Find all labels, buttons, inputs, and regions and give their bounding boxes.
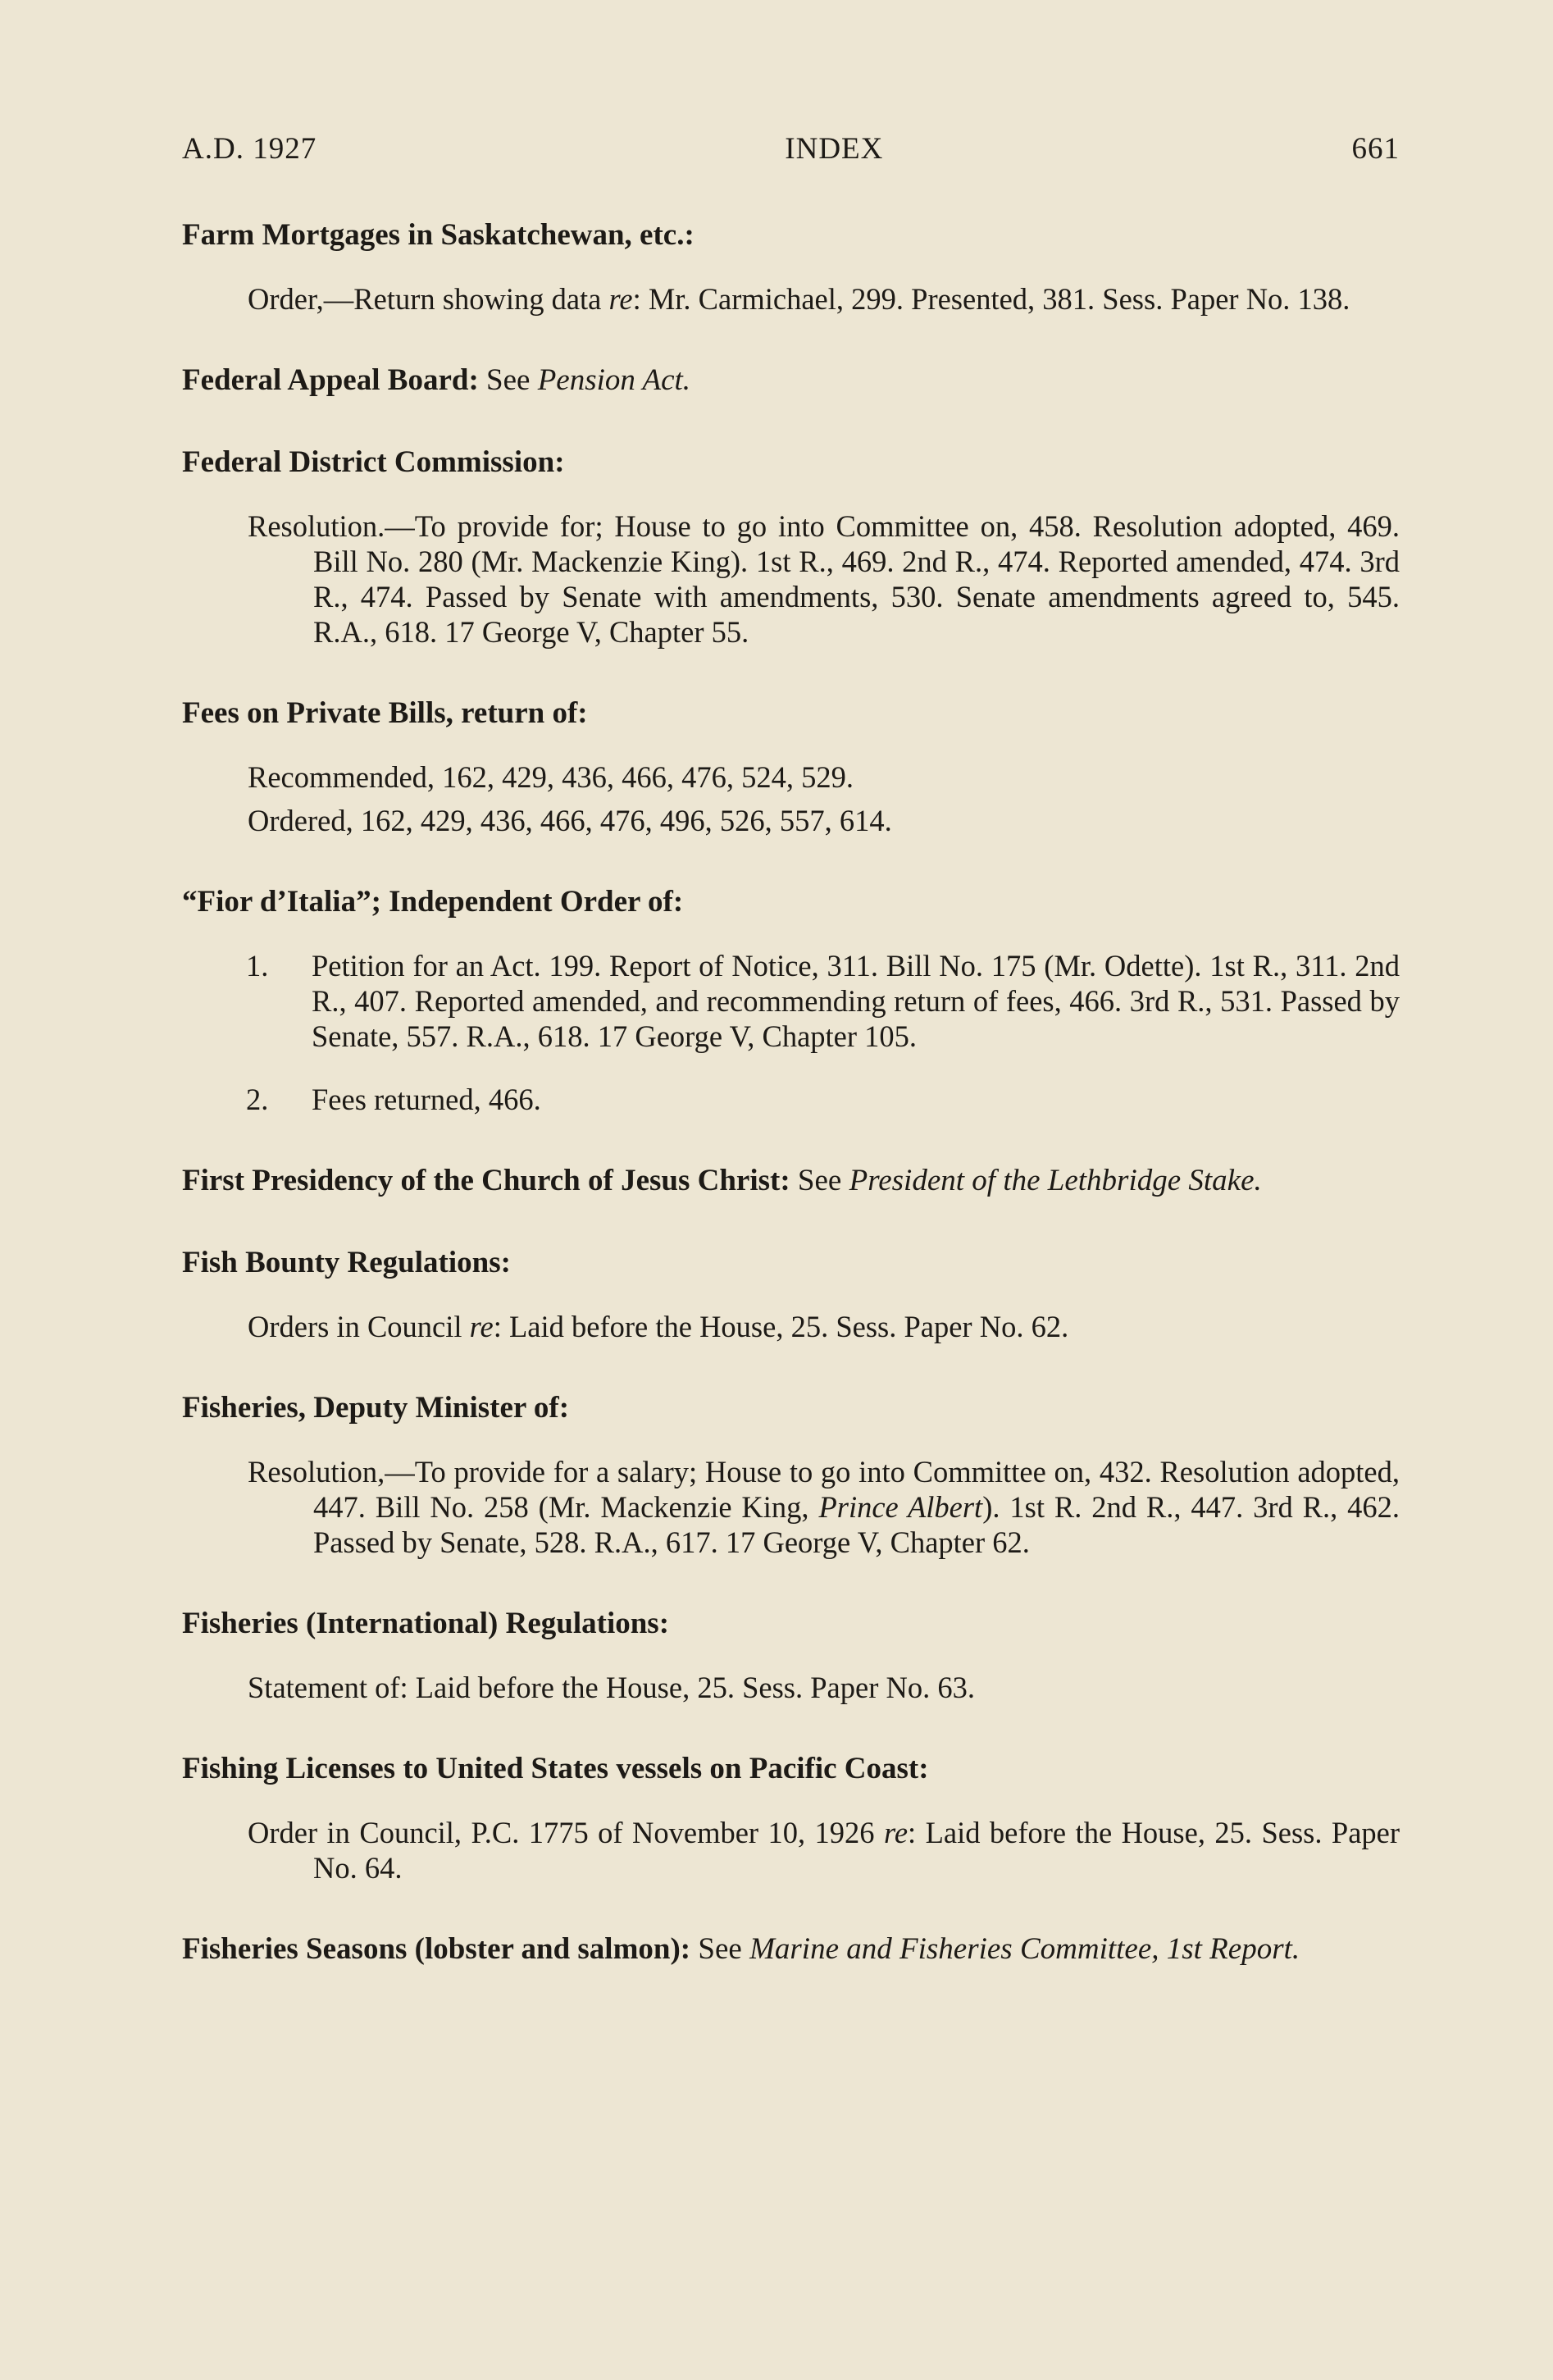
cross-reference: Pension Act.: [537, 363, 691, 397]
see-label: See: [797, 1164, 842, 1197]
index-page: [182, 131, 1400, 2013]
see-label: See: [698, 1932, 742, 1966]
header-title: INDEX: [785, 132, 884, 166]
index-entry: [182, 1390, 1400, 1560]
index-entry: [182, 445, 1400, 650]
index-entry: [182, 1751, 1400, 1885]
index-entry: [182, 362, 1400, 399]
entry-heading: First Presidency of the Church of Jesus Christ: See President of the Lethbridge Stake.: [182, 1164, 1262, 1197]
entry-text: Orders in Council re: Laid before the House, 25. Sess. Paper No. 62.: [248, 1310, 1069, 1343]
entry-heading: “Fior d’Italia”; Independent Order of:: [182, 885, 684, 919]
entry-heading: Fisheries (International) Regulations:: [182, 1607, 670, 1640]
index-entry: [182, 1245, 1400, 1344]
index-entry: [182, 1606, 1400, 1705]
item-number: 2.: [246, 1083, 269, 1116]
entry-heading: Fees on Private Bills, return of:: [182, 696, 588, 730]
page-number: 661: [1351, 132, 1400, 166]
entry-heading: Federal District Commission:: [182, 445, 565, 479]
entry-heading: Fisheries Seasons (lobster and salmon): See Marine and Fisheries Committee, 1st Report.: [182, 1932, 1300, 1966]
numbered-item: [182, 948, 1400, 1054]
entry-heading: Fish Bounty Regulations:: [182, 1246, 511, 1279]
entry-text: Order in Council, P.C. 1775 of November 10, 1926 re: Laid before the House, 25. Sess. Paper No. 64.: [248, 1816, 1400, 1885]
entry-heading: Fisheries, Deputy Minister of:: [182, 1391, 570, 1425]
entry-text: Resolution.—To provide for; House to go into Committee on, 458. Resolution adopted, 469. Bill No. 280 (Mr. Mackenzie King). 1st R., 469. 2nd R., 474. Reported amended, 474. 3rd R., 474. Passed by Senate with amendments, 530. Senate amendments agreed to, 545. R.A., 618. 17 George V, Chapter 55.: [248, 509, 1400, 649]
index-entry: [182, 1163, 1400, 1199]
item-number: 1.: [246, 949, 269, 983]
entry-text: Statement of: Laid before the House, 25. Sess. Paper No. 63.: [248, 1671, 975, 1704]
item-text: Petition for an Act. 199. Report of Notice, 311. Bill No. 175 (Mr. Odette). 1st R., 311. 2nd R., 407. Reported amended, and recommending return of fees, 466. 3rd R., 531. Passed by Senate, 557. R.A., 618. 17 George V, Chapter 105.: [312, 949, 1400, 1053]
numbered-item: [182, 1082, 1400, 1117]
page-header: [182, 131, 1400, 166]
entry-text: Resolution,—To provide for a salary; House to go into Committee on, 432. Resolution adopted, 447. Bill No. 258 (Mr. Mackenzie King, Prince Albert). 1st R. 2nd R., 447. 3rd R., 462. Passed by Senate, 528. R.A., 617. 17 George V, Chapter 62.: [248, 1455, 1400, 1559]
see-label: See: [486, 363, 531, 397]
index-entry: [182, 217, 1400, 317]
index-entry: [182, 884, 1400, 1117]
entry-heading: Federal Appeal Board: See Pension Act.: [182, 363, 691, 397]
cross-reference: Marine and Fisheries Committee, 1st Report.: [749, 1932, 1300, 1966]
index-entry: [182, 695, 1400, 838]
cross-reference: President of the Lethbridge Stake.: [849, 1164, 1262, 1197]
entry-heading: Fishing Licenses to United States vessels on Pacific Coast:: [182, 1752, 929, 1785]
entry-line: Recommended, 162, 429, 436, 466, 476, 524, 529.: [248, 760, 854, 794]
header-year: A.D. 1927: [182, 132, 317, 166]
entry-text: Order,—Return showing data re: Mr. Carmichael, 299. Presented, 381. Sess. Paper No. 138.: [248, 282, 1350, 316]
entry-heading: Farm Mortgages in Saskatchewan, etc.:: [182, 218, 695, 252]
entry-line: Ordered, 162, 429, 436, 466, 476, 496, 526, 557, 614.: [248, 804, 892, 837]
index-entry: [182, 1931, 1400, 1967]
item-text: Fees returned, 466.: [312, 1083, 541, 1116]
